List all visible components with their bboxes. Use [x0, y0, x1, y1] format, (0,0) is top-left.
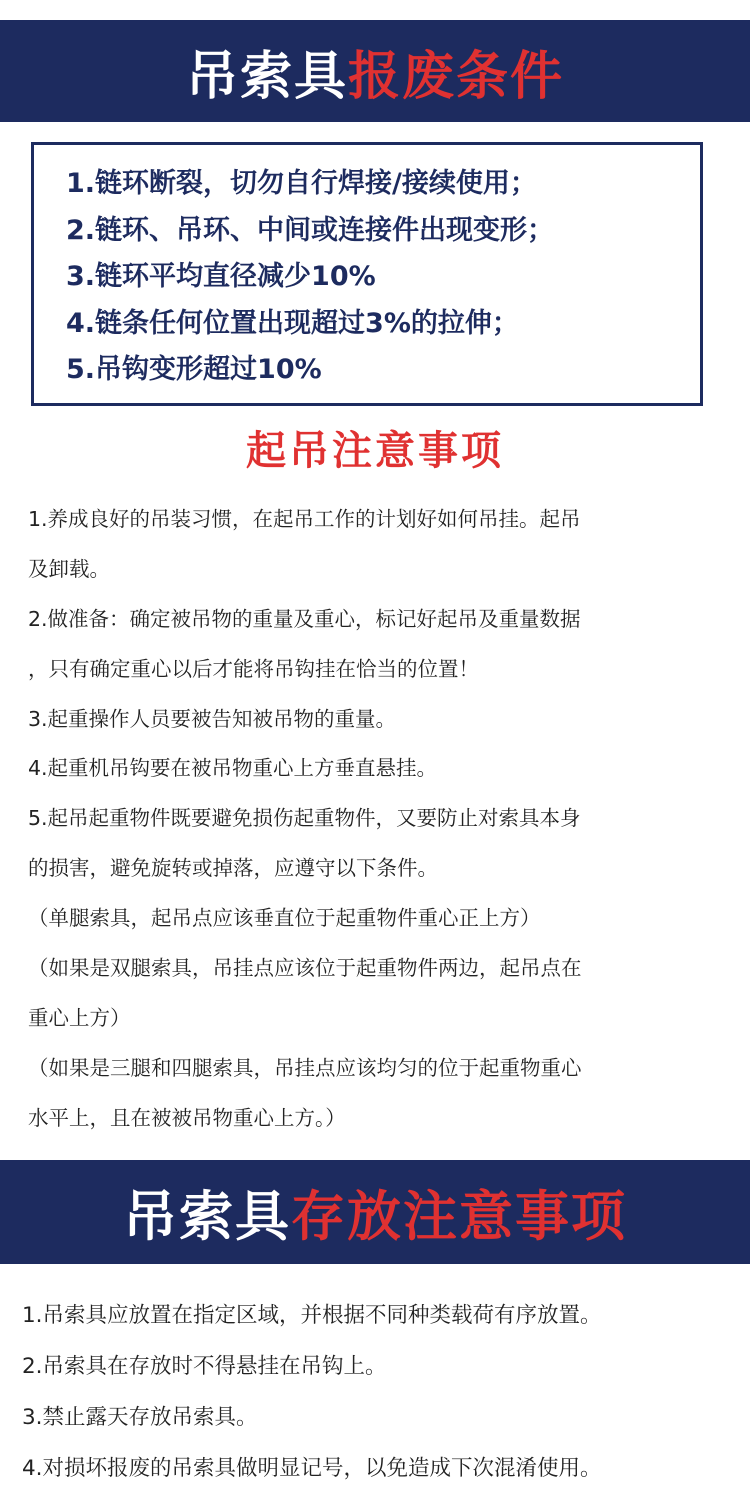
banner-title-white: 吊索具: [185, 46, 348, 107]
lifting-line: 3.起重操作人员要被告知被吊物的重量。: [28, 706, 397, 731]
lifting-line: 及卸载。: [28, 556, 110, 581]
storage-line: 2.吊索具在存放时不得悬挂在吊钩上。: [22, 1354, 387, 1379]
scrap-condition-2: 2.链环、吊环、中间或连接件出现变形；: [66, 214, 555, 246]
storage-line: 3.禁止露天存放吊索具。: [22, 1405, 258, 1430]
lifting-line: ，只有确定重心以后才能将吊钩挂在恰当的位置！: [28, 656, 479, 681]
scrap-condition-3: 3.链环平均直径减少10%: [66, 261, 376, 292]
lifting-line: （单腿索具，起吊点应该垂直位于起重物件重心正上方）: [28, 906, 541, 931]
scrap-conditions-box: [31, 142, 703, 406]
header-banner-scrap: [0, 20, 750, 122]
banner-title-red: 报废条件: [348, 46, 565, 107]
storage-notes: [22, 1290, 742, 1494]
lifting-section-title: 起吊注意事项: [246, 428, 504, 474]
storage-line: 1.吊索具应放置在指定区域，并根据不同种类载荷有序放置。: [22, 1303, 602, 1328]
lifting-line: 1.养成良好的吊装习惯，在起吊工作的计划好如何吊挂。起吊: [28, 507, 581, 531]
scrap-condition-5: 5.吊钩变形超过10%: [66, 354, 322, 385]
lifting-line: 5.起吊起重物件既要避免损伤起重物件，又要防止对索具本身: [28, 806, 581, 831]
banner-title-red: 存放注意事项: [291, 1184, 627, 1248]
storage-line: 4.对损坏报废的吊索具做明显记号，以免造成下次混淆使用。: [22, 1456, 602, 1481]
header-banner-storage: [0, 1160, 750, 1264]
scrap-condition-4: 4.链条任何位置出现超过3%的拉伸；: [66, 307, 519, 339]
lifting-line: 4.起重机吊钩要在被吊物重心上方垂直悬挂。: [28, 756, 438, 781]
lifting-line: 2.做准备：确定被吊物的重量及重心，标记好起吊及重量数据: [28, 606, 581, 631]
lifting-line: 的损害，避免旋转或掉落，应遵守以下条件。: [28, 856, 438, 881]
lifting-line: （如果是双腿索具，吊挂点应该位于起重物件两边，起吊点在: [28, 956, 582, 981]
scrap-condition-1: 1.链环断裂，切勿自行焊接/接续使用；: [66, 168, 537, 199]
lifting-line: 重心上方）: [28, 1005, 131, 1030]
lifting-notes: [28, 495, 728, 1144]
lifting-line: 水平上，且在被被吊物重心上方。）: [28, 1105, 346, 1130]
lifting-line: （如果是三腿和四腿索具，吊挂点应该均匀的位于起重物重心: [28, 1055, 582, 1080]
banner-title-white: 吊索具: [123, 1184, 291, 1248]
